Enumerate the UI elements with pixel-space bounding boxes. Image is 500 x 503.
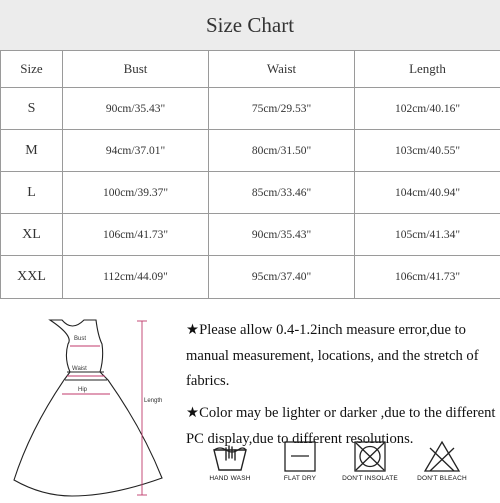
bust-cell: 90cm/35.43" <box>63 88 209 130</box>
dress-measurement-diagram <box>12 318 177 498</box>
care-item-hand-wash <box>195 440 265 482</box>
care-label: DON'T INSOLATE <box>335 475 405 482</box>
page-title: Size Chart <box>0 0 500 51</box>
no-tumble-dry-icon <box>350 440 390 472</box>
measure-error-note: ★Please allow 0.4-1.2inch measure error,due to manual measurement, locations, and the stretch of fabrics. <box>186 318 498 395</box>
length-cell: 103cm/40.55" <box>355 130 500 172</box>
care-instructions <box>195 440 495 500</box>
size-cell: M <box>1 130 63 172</box>
hand-wash-icon <box>210 440 250 472</box>
bust-cell: 106cm/41.73" <box>63 214 209 256</box>
bust-cell: 112cm/44.09" <box>63 256 209 299</box>
bust-cell: 100cm/39.37" <box>63 172 209 214</box>
waist-cell: 80cm/31.50" <box>209 130 355 172</box>
dress-outline-icon <box>12 318 177 498</box>
waist-cell: 85cm/33.46" <box>209 172 355 214</box>
bust-label: Bust <box>74 336 86 342</box>
color-note: ★Color may be lighter or darker ,due to the different PC display,due to different resolutions. <box>186 401 498 452</box>
size-cell: L <box>1 172 63 214</box>
notes-section <box>186 318 498 459</box>
size-cell: XXL <box>1 256 63 299</box>
length-label: Length <box>144 398 162 404</box>
care-label: DON'T BLEACH <box>407 475 477 482</box>
care-item-dont-insolate <box>335 440 405 482</box>
waist-cell: 90cm/35.43" <box>209 214 355 256</box>
length-cell: 104cm/40.94" <box>355 172 500 214</box>
waist-cell: 75cm/29.53" <box>209 88 355 130</box>
bust-cell: 94cm/37.01" <box>63 130 209 172</box>
length-cell: 106cm/41.73" <box>355 256 500 299</box>
size-table <box>0 50 500 299</box>
care-item-flat-dry <box>265 440 335 482</box>
table-row <box>1 256 500 299</box>
care-label: HAND WASH <box>195 475 265 482</box>
header-length: Length <box>355 51 500 88</box>
table-row <box>1 130 500 172</box>
table-row <box>1 88 500 130</box>
size-cell: XL <box>1 214 63 256</box>
length-cell: 105cm/41.34" <box>355 214 500 256</box>
length-cell: 102cm/40.16" <box>355 88 500 130</box>
waist-label: Waist <box>72 366 87 372</box>
care-item-dont-bleach <box>407 440 477 482</box>
no-bleach-icon <box>422 440 462 472</box>
flat-dry-icon <box>280 440 320 472</box>
header-waist: Waist <box>209 51 355 88</box>
table-header-row <box>1 51 500 88</box>
table-row <box>1 214 500 256</box>
hip-label: Hip <box>78 387 88 393</box>
care-label: FLAT DRY <box>265 475 335 482</box>
table-row <box>1 172 500 214</box>
header-bust: Bust <box>63 51 209 88</box>
waist-cell: 95cm/37.40" <box>209 256 355 299</box>
size-cell: S <box>1 88 63 130</box>
header-size: Size <box>1 51 63 88</box>
